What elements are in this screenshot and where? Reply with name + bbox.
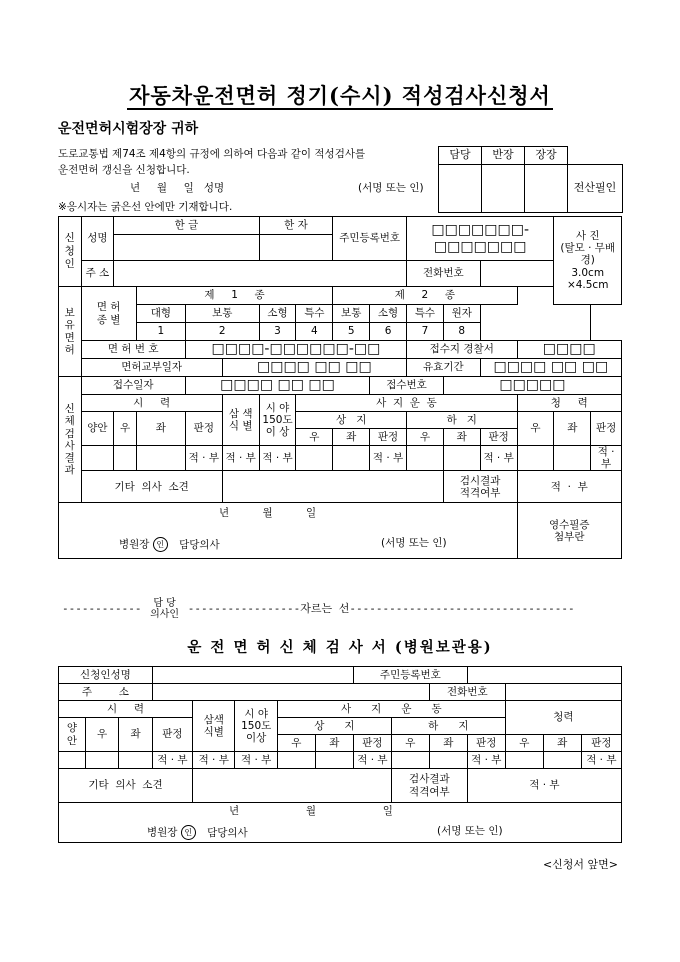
sub-upper-label: 상 지 bbox=[277, 718, 391, 735]
color-judge-value[interactable]: 적 · 부 bbox=[222, 446, 259, 471]
address-label: 주 소 bbox=[81, 261, 114, 287]
motor-label: 사 지 운 동 bbox=[296, 395, 517, 412]
sub-hearing-left-value[interactable] bbox=[543, 752, 581, 769]
exam-section-label: 신체검사결과 bbox=[59, 377, 82, 503]
vision-right-label: 우 bbox=[114, 412, 137, 446]
address-input[interactable] bbox=[114, 261, 407, 287]
photo-area: 사 진 (탈모 · 무배경) 3.0cm ×4.5cm bbox=[554, 217, 622, 305]
vision-judge-value[interactable]: 적 · 부 bbox=[185, 446, 222, 471]
sub-result-value[interactable]: 적 · 부 bbox=[467, 769, 621, 803]
date-line: 년 월 일 성명 bbox=[130, 182, 225, 194]
form-title: 자동차운전면허 정기(수시) 적성검사신청서 bbox=[129, 83, 551, 108]
valid-period-input[interactable]: □□□□ □□ □□ bbox=[480, 359, 621, 377]
hanja-name-input[interactable] bbox=[259, 235, 333, 261]
intro-line-2: 운전면허 갱신을 신청합니다. bbox=[58, 164, 190, 176]
sub-sign-area bbox=[59, 803, 622, 843]
sub-lower-judge-value[interactable]: 적 · 부 bbox=[467, 752, 505, 769]
license-code-8[interactable]: 8 bbox=[443, 323, 480, 341]
hearing-label: 청 력 bbox=[517, 395, 621, 412]
sub-upper-right-label: 우 bbox=[277, 735, 315, 752]
vision-left-label: 좌 bbox=[136, 412, 185, 446]
sub-hearing-judge-label: 판정 bbox=[581, 735, 621, 752]
receipt-no-label: 접수번호 bbox=[370, 377, 444, 395]
phone-label: 전화번호 bbox=[406, 261, 480, 287]
doctor-label: 담당의사 bbox=[179, 538, 220, 551]
sub-doctor-opinion-input[interactable] bbox=[193, 769, 392, 803]
seal-icon: 인 bbox=[153, 537, 168, 552]
hospital-copy-table bbox=[58, 666, 622, 843]
sub-address-label: 주 소 bbox=[59, 684, 153, 701]
sub-lower-right-value[interactable] bbox=[391, 752, 429, 769]
hearing-judge-label: 판정 bbox=[591, 412, 622, 446]
upper-right-label: 우 bbox=[296, 429, 333, 446]
exam-sign-area bbox=[59, 503, 518, 559]
applicant-section-label: 신청인 bbox=[59, 217, 82, 287]
license-code-2[interactable]: 2 bbox=[185, 323, 259, 341]
sign-note: (서명 또는 인) bbox=[358, 182, 424, 194]
sub-hearing-judge-value[interactable]: 적 · 부 bbox=[581, 752, 621, 769]
result-label: 검시결과 적격여부 bbox=[443, 471, 517, 503]
license-type-8: 원자 bbox=[443, 305, 480, 323]
class1-label: 제 1 종 bbox=[136, 287, 333, 305]
sub-name-label: 신청인성명 bbox=[59, 667, 153, 684]
doctor-sign-note: (서명 또는 인) bbox=[381, 537, 447, 550]
vision-left-value[interactable] bbox=[136, 446, 185, 471]
upper-judge-label: 판정 bbox=[370, 429, 407, 446]
sub-color-judge-value[interactable]: 적 · 부 bbox=[193, 752, 235, 769]
hanja-label: 한 자 bbox=[259, 217, 333, 235]
sub-hearing-left-label: 좌 bbox=[543, 735, 581, 752]
sub-result-label: 검사결과 적격여부 bbox=[391, 769, 467, 803]
license-number-input[interactable]: □□□□-□□□□□□-□□ bbox=[185, 341, 406, 359]
footer-label: <신청서 앞면> bbox=[542, 858, 618, 871]
sub-vision-label: 시 력 bbox=[59, 701, 193, 718]
result-value[interactable]: 적 · 부 bbox=[517, 471, 621, 503]
vision-label: 시 력 bbox=[81, 395, 222, 412]
doctor-opinion-input[interactable] bbox=[222, 471, 443, 503]
sub-both-eyes-label: 양 안 bbox=[59, 718, 86, 752]
sub-lower-label: 하 지 bbox=[391, 718, 505, 735]
sub-vision-right-label: 우 bbox=[85, 718, 119, 752]
sub-upper-right-value[interactable] bbox=[277, 752, 315, 769]
lower-left-label: 좌 bbox=[443, 429, 480, 446]
hearing-right-label: 우 bbox=[517, 412, 554, 446]
color-label: 삼 색 식 별 bbox=[222, 395, 259, 446]
receipt-attach: 영수필증 첨부란 bbox=[517, 503, 621, 559]
sub-both-eyes-value[interactable] bbox=[59, 752, 86, 769]
exam-date-line: 년 월 일 bbox=[219, 507, 317, 520]
sub-vision-judge-label: 판정 bbox=[152, 718, 192, 752]
vision-right-value[interactable] bbox=[114, 446, 137, 471]
upper-left-label: 좌 bbox=[333, 429, 370, 446]
license-number-label: 면 허 번 호 bbox=[81, 341, 185, 359]
sub-vision-left-value[interactable] bbox=[119, 752, 153, 769]
hospital-label: 병원장 bbox=[119, 538, 150, 551]
cut-line: ------------ 담 당 의사인 -----------------자르는 선---------------------------------- bbox=[62, 598, 575, 620]
sub-night-label: 시 야 150도 이상 bbox=[235, 701, 277, 752]
approval-label-chief: 반장 bbox=[482, 147, 525, 165]
license-code-6[interactable]: 6 bbox=[370, 323, 407, 341]
night-judge-value[interactable]: 적 · 부 bbox=[259, 446, 296, 471]
staff-doctor-label: 담 당 의사인 bbox=[150, 598, 180, 620]
license-type-1: 대형 bbox=[136, 305, 185, 323]
hearing-left-value[interactable] bbox=[554, 446, 591, 471]
approval-sign-head[interactable] bbox=[525, 165, 568, 213]
sub-upper-judge-label: 판정 bbox=[353, 735, 391, 752]
phone-input[interactable] bbox=[480, 261, 554, 287]
name-label: 성명 bbox=[81, 217, 114, 261]
sub-vision-right-value[interactable] bbox=[85, 752, 119, 769]
addressee: 운전면허시험장장 귀하 bbox=[58, 121, 199, 137]
class2-label: 제 2 종 bbox=[333, 287, 517, 305]
sub-name-input[interactable] bbox=[152, 667, 353, 684]
vision-judge-label: 판정 bbox=[185, 412, 222, 446]
receipt-date-input[interactable]: □□□□ □□ □□ bbox=[185, 377, 369, 395]
hangul-name-input[interactable] bbox=[114, 235, 259, 261]
license-type-6: 소형 bbox=[370, 305, 407, 323]
lower-judge-value[interactable]: 적 · 부 bbox=[480, 446, 517, 471]
sub-seal-icon: 인 bbox=[181, 825, 196, 840]
license-type-label: 면 허 종 별 bbox=[81, 287, 136, 341]
hearing-right-value[interactable] bbox=[517, 446, 554, 471]
sub-hearing-right-label: 우 bbox=[505, 735, 543, 752]
computer-seal: 전산필인 bbox=[568, 165, 623, 213]
both-eyes-value[interactable] bbox=[81, 446, 114, 471]
sub-night-judge-value[interactable]: 적 · 부 bbox=[235, 752, 277, 769]
sub-rrn-label: 주민등록번호 bbox=[353, 667, 467, 684]
sub-hospital-label: 병원장 bbox=[147, 826, 178, 839]
rrn-input[interactable]: □□□□□□□- □□□□□□□ bbox=[406, 217, 553, 261]
intro-line-1: 도로교통법 제74조 제4항의 규정에 의하여 다음과 같이 적성검사를 bbox=[58, 148, 366, 160]
license-code-1[interactable]: 1 bbox=[136, 323, 185, 341]
issue-date-label: 면허교부일자 bbox=[81, 359, 222, 377]
lower-judge-label: 판정 bbox=[480, 429, 517, 446]
hearing-left-label: 좌 bbox=[554, 412, 591, 446]
approval-label-staff: 담당 bbox=[439, 147, 482, 165]
sub-upper-judge-value[interactable]: 적 · 부 bbox=[353, 752, 391, 769]
doctor-opinion-label: 기타 의사 소견 bbox=[81, 471, 222, 503]
both-eyes-label: 양안 bbox=[81, 412, 114, 446]
lower-right-value[interactable] bbox=[406, 446, 443, 471]
license-type-7: 특수 bbox=[406, 305, 443, 323]
sub-upper-left-value[interactable] bbox=[315, 752, 353, 769]
lower-left-value[interactable] bbox=[443, 446, 480, 471]
sub-doctor-opinion-label: 기타 의사 소견 bbox=[59, 769, 193, 803]
sub-color-label: 삼색 식별 bbox=[193, 701, 235, 752]
police-label: 접수지 경찰서 bbox=[406, 341, 517, 359]
license-type-3: 소형 bbox=[259, 305, 296, 323]
upper-right-value[interactable] bbox=[296, 446, 333, 471]
sub-lower-left-value[interactable] bbox=[429, 752, 467, 769]
sub-lower-right-label: 우 bbox=[391, 735, 429, 752]
sub-upper-left-label: 좌 bbox=[315, 735, 353, 752]
license-code-3[interactable]: 3 bbox=[259, 323, 296, 341]
sub-date-line: 년 월 일 bbox=[229, 805, 393, 817]
approval-sign-chief[interactable] bbox=[482, 165, 525, 213]
upper-judge-value[interactable]: 적 · 부 bbox=[370, 446, 407, 471]
hearing-judge-value[interactable]: 적 · 부 bbox=[591, 446, 622, 471]
approval-sign-staff[interactable] bbox=[439, 165, 482, 213]
sub-hearing-right-value[interactable] bbox=[505, 752, 543, 769]
upper-left-value[interactable] bbox=[333, 446, 370, 471]
sub-phone-label: 전화번호 bbox=[429, 684, 505, 701]
sub-doctor-sign-note: (서명 또는 인) bbox=[437, 825, 503, 837]
license-code-4[interactable]: 4 bbox=[296, 323, 333, 341]
license-code-7[interactable]: 7 bbox=[406, 323, 443, 341]
lower-limb-label: 하 지 bbox=[406, 412, 517, 429]
approval-label-head: 장장 bbox=[525, 147, 568, 165]
sub-lower-judge-label: 판정 bbox=[467, 735, 505, 752]
receipt-no-input[interactable]: □□□□□ bbox=[443, 377, 621, 395]
police-input[interactable]: □□□□ bbox=[517, 341, 621, 359]
hangul-label: 한 글 bbox=[114, 217, 259, 235]
license-section-label: 보유면허 bbox=[59, 287, 82, 377]
lower-right-label: 우 bbox=[406, 429, 443, 446]
approval-table bbox=[438, 146, 623, 213]
receipt-date-label: 접수일자 bbox=[81, 377, 185, 395]
application-table bbox=[58, 216, 622, 559]
license-code-5[interactable]: 5 bbox=[333, 323, 370, 341]
sub-address-input[interactable] bbox=[152, 684, 429, 701]
notice: ※응시자는 굵은선 안에만 기재합니다. bbox=[58, 201, 233, 213]
sub-phone-input[interactable] bbox=[505, 684, 621, 701]
sub-motor-label: 사 지 운 동 bbox=[277, 701, 505, 718]
license-type-2: 보통 bbox=[185, 305, 259, 323]
night-label: 시 야 150도 이 상 bbox=[259, 395, 296, 446]
hospital-copy-title: 운 전 면 허 신 체 검 사 서 (병원보관용) bbox=[187, 639, 493, 656]
sub-doctor-label: 담당의사 bbox=[207, 826, 248, 839]
sub-lower-left-label: 좌 bbox=[429, 735, 467, 752]
issue-date-input[interactable]: □□□□ □□ □□ bbox=[222, 359, 406, 377]
license-type-5: 보통 bbox=[333, 305, 370, 323]
rrn-label: 주민등록번호 bbox=[333, 217, 407, 261]
valid-period-label: 유효기간 bbox=[406, 359, 480, 377]
upper-limb-label: 상 지 bbox=[296, 412, 407, 429]
sub-vision-left-label: 좌 bbox=[119, 718, 153, 752]
license-type-4: 특수 bbox=[296, 305, 333, 323]
sub-vision-judge-value[interactable]: 적 · 부 bbox=[152, 752, 192, 769]
sub-rrn-input[interactable] bbox=[467, 667, 621, 684]
sub-hearing-label: 청력 bbox=[505, 701, 621, 735]
